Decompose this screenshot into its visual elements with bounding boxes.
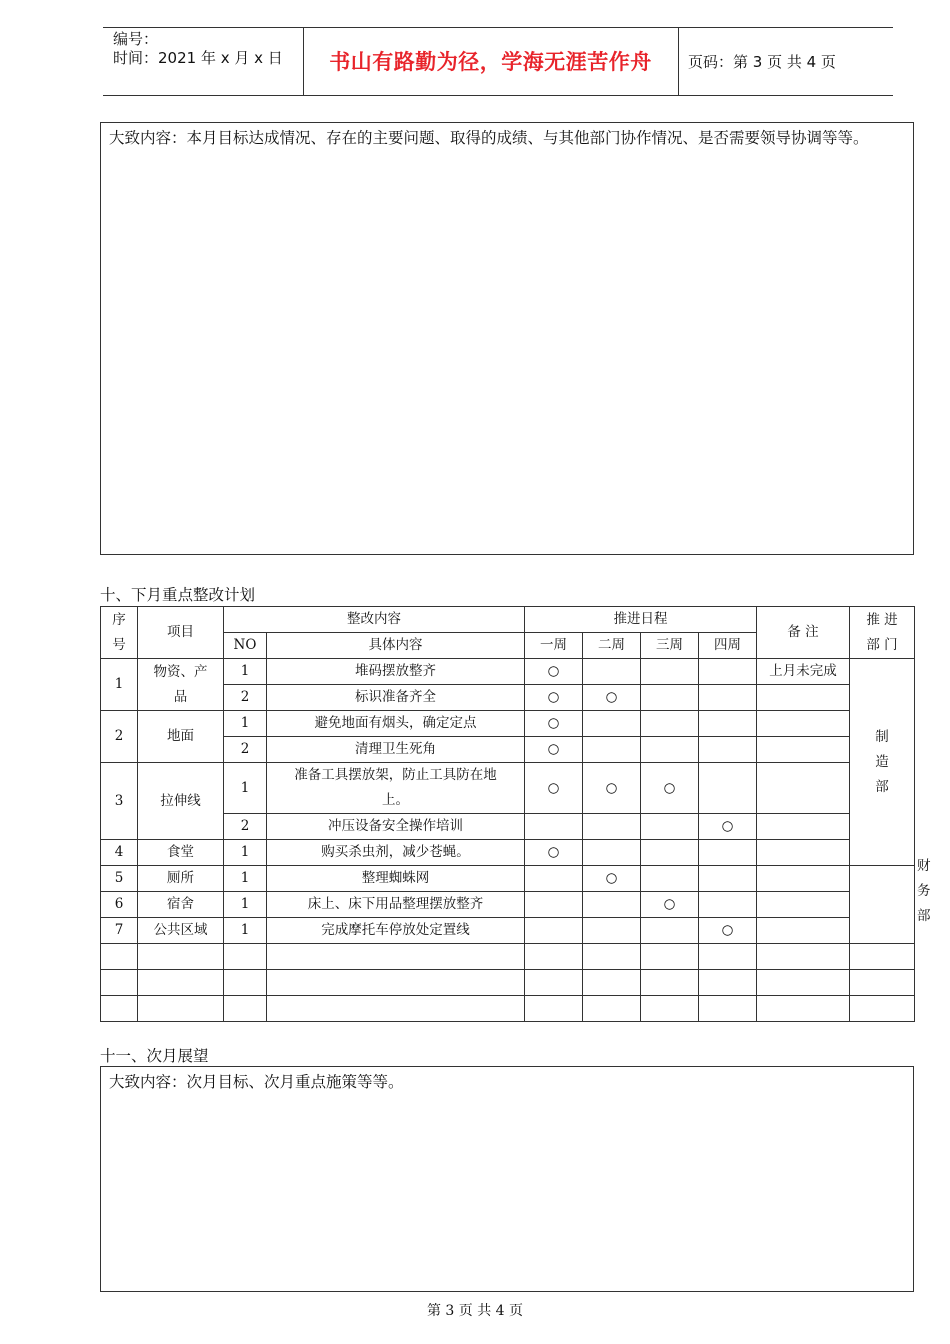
header-week3: 三周 bbox=[641, 633, 699, 659]
header-meta bbox=[113, 30, 283, 68]
row-week2 bbox=[583, 659, 641, 685]
row-seq: 1 bbox=[101, 659, 138, 711]
header-detail: 具体内容 bbox=[267, 633, 525, 659]
row-remark bbox=[757, 685, 850, 711]
row-week1: ○ bbox=[525, 840, 583, 866]
row-week2 bbox=[583, 892, 641, 918]
row-detail: 堆码摆放整齐 bbox=[267, 659, 525, 685]
section-title-next-month-outlook: 十一、次月展望 bbox=[100, 1047, 209, 1065]
row-no: 1 bbox=[224, 659, 267, 685]
row-no: 1 bbox=[224, 711, 267, 737]
row-week4 bbox=[699, 711, 757, 737]
table-header-row bbox=[101, 607, 915, 633]
row-week4 bbox=[699, 685, 757, 711]
table-row bbox=[101, 685, 915, 711]
row-item: 宿舍 bbox=[138, 892, 224, 918]
section-title-next-month-plan: 十、下月重点整改计划 bbox=[100, 586, 256, 604]
row-week2 bbox=[583, 737, 641, 763]
row-week3 bbox=[641, 814, 699, 840]
row-remark bbox=[757, 866, 850, 892]
row-week1 bbox=[525, 892, 583, 918]
row-remark bbox=[757, 840, 850, 866]
row-item: 物资、产 品 bbox=[138, 659, 224, 711]
document-number-label: 编号： bbox=[113, 30, 159, 48]
row-remark bbox=[757, 814, 850, 840]
row-week2: ○ bbox=[583, 685, 641, 711]
row-remark bbox=[757, 737, 850, 763]
table-row bbox=[101, 737, 915, 763]
row-seq: 7 bbox=[101, 918, 138, 944]
row-no: 1 bbox=[224, 840, 267, 866]
row-week2 bbox=[583, 918, 641, 944]
row-remark bbox=[757, 763, 850, 814]
row-week4 bbox=[699, 840, 757, 866]
row-week4 bbox=[699, 659, 757, 685]
row-week3 bbox=[641, 737, 699, 763]
document-date-label: 时间：2021 年 x 月 x 日 bbox=[113, 49, 283, 67]
row-week2 bbox=[583, 814, 641, 840]
row-detail: 标识准备齐全 bbox=[267, 685, 525, 711]
row-no: 1 bbox=[224, 866, 267, 892]
row-remark bbox=[757, 918, 850, 944]
table-row bbox=[101, 711, 915, 737]
row-week3 bbox=[641, 659, 699, 685]
row-week1 bbox=[525, 866, 583, 892]
row-detail: 避免地面有烟头，确定定点 bbox=[267, 711, 525, 737]
row-week3 bbox=[641, 866, 699, 892]
rectification-plan-table bbox=[100, 606, 931, 1022]
row-item: 拉伸线 bbox=[138, 763, 224, 840]
row-item: 食堂 bbox=[138, 840, 224, 866]
table-row-empty bbox=[101, 996, 915, 1022]
header-page-number: 页码：第 3 页 共 4 页 bbox=[688, 52, 836, 71]
row-detail: 冲压设备安全操作培训 bbox=[267, 814, 525, 840]
row-week4 bbox=[699, 892, 757, 918]
row-detail: 购买杀虫剂，减少苍蝇。 bbox=[267, 840, 525, 866]
row-detail: 床上、床下用品整理摆放整齐 bbox=[267, 892, 525, 918]
page-header bbox=[103, 27, 893, 95]
next-month-outlook-text: 大致内容：次月目标、次月重点施策等等。 bbox=[109, 1073, 404, 1091]
header-schedule: 推进日程 bbox=[525, 607, 757, 633]
header-no: NO bbox=[224, 633, 267, 659]
table-row bbox=[101, 918, 915, 944]
table-row bbox=[101, 763, 915, 814]
table-row bbox=[101, 866, 915, 892]
row-seq: 4 bbox=[101, 840, 138, 866]
table-row bbox=[101, 814, 915, 840]
row-seq: 2 bbox=[101, 711, 138, 763]
row-detail: 整理蜘蛛网 bbox=[267, 866, 525, 892]
row-week4 bbox=[699, 866, 757, 892]
header-dept: 推 进 部 门 bbox=[850, 607, 915, 659]
row-remark bbox=[757, 892, 850, 918]
row-week2: ○ bbox=[583, 763, 641, 814]
table-row: 4 食堂 1 购买杀虫剂，减少苍蝇。 ○ 财 务 部 bbox=[101, 840, 915, 866]
row-remark: 上月未完成 bbox=[757, 659, 850, 685]
row-week4 bbox=[699, 763, 757, 814]
row-no: 2 bbox=[224, 685, 267, 711]
header-week4: 四周 bbox=[699, 633, 757, 659]
header-item: 项目 bbox=[138, 607, 224, 659]
row-detail: 完成摩托车停放处定置线 bbox=[267, 918, 525, 944]
header-remark: 备 注 bbox=[757, 607, 850, 659]
row-week3: ○ bbox=[641, 763, 699, 814]
header-seq: 序 号 bbox=[101, 607, 138, 659]
header-week1: 一周 bbox=[525, 633, 583, 659]
header-motto: 书山有路勤为径，学海无涯苦作舟 bbox=[329, 50, 652, 74]
row-week1: ○ bbox=[525, 737, 583, 763]
row-week3 bbox=[641, 840, 699, 866]
row-week4: ○ bbox=[699, 918, 757, 944]
dept-manufacturing: 制 造 部 bbox=[850, 659, 915, 866]
row-week4: ○ bbox=[699, 814, 757, 840]
row-week2 bbox=[583, 840, 641, 866]
row-week1: ○ bbox=[525, 711, 583, 737]
table-row-empty bbox=[101, 970, 915, 996]
row-week3 bbox=[641, 685, 699, 711]
row-no: 1 bbox=[224, 763, 267, 814]
row-seq: 5 bbox=[101, 866, 138, 892]
row-week3 bbox=[641, 711, 699, 737]
row-week1: ○ bbox=[525, 685, 583, 711]
row-remark bbox=[757, 711, 850, 737]
row-no: 2 bbox=[224, 737, 267, 763]
row-no: 2 bbox=[224, 814, 267, 840]
row-week1: ○ bbox=[525, 763, 583, 814]
table-row bbox=[101, 659, 915, 685]
row-item: 地面 bbox=[138, 711, 224, 763]
row-detail: 清理卫生死角 bbox=[267, 737, 525, 763]
row-week3 bbox=[641, 918, 699, 944]
monthly-summary-text: 大致内容：本月目标达成情况、存在的主要问题、取得的成绩、与其他部门协作情况、是否需要领导协调等等。 bbox=[109, 129, 869, 147]
next-month-outlook-box bbox=[100, 1066, 914, 1292]
row-week2 bbox=[583, 711, 641, 737]
row-week3: ○ bbox=[641, 892, 699, 918]
monthly-summary-box bbox=[100, 122, 914, 555]
table-row bbox=[101, 892, 915, 918]
row-item: 厕所 bbox=[138, 866, 224, 892]
row-no: 1 bbox=[224, 918, 267, 944]
page-footer: 第 3 页 共 4 页 bbox=[426, 1303, 524, 1319]
row-week1 bbox=[525, 814, 583, 840]
header-week2: 二周 bbox=[583, 633, 641, 659]
row-week1 bbox=[525, 918, 583, 944]
row-detail: 准备工具摆放架，防止工具防在地 上。 bbox=[267, 763, 525, 814]
row-week4 bbox=[699, 737, 757, 763]
row-seq: 3 bbox=[101, 763, 138, 840]
row-week2: ○ bbox=[583, 866, 641, 892]
table-row-empty bbox=[101, 944, 915, 970]
row-seq: 6 bbox=[101, 892, 138, 918]
row-no: 1 bbox=[224, 892, 267, 918]
row-item: 公共区域 bbox=[138, 918, 224, 944]
row-week1: ○ bbox=[525, 659, 583, 685]
header-content: 整改内容 bbox=[224, 607, 525, 633]
